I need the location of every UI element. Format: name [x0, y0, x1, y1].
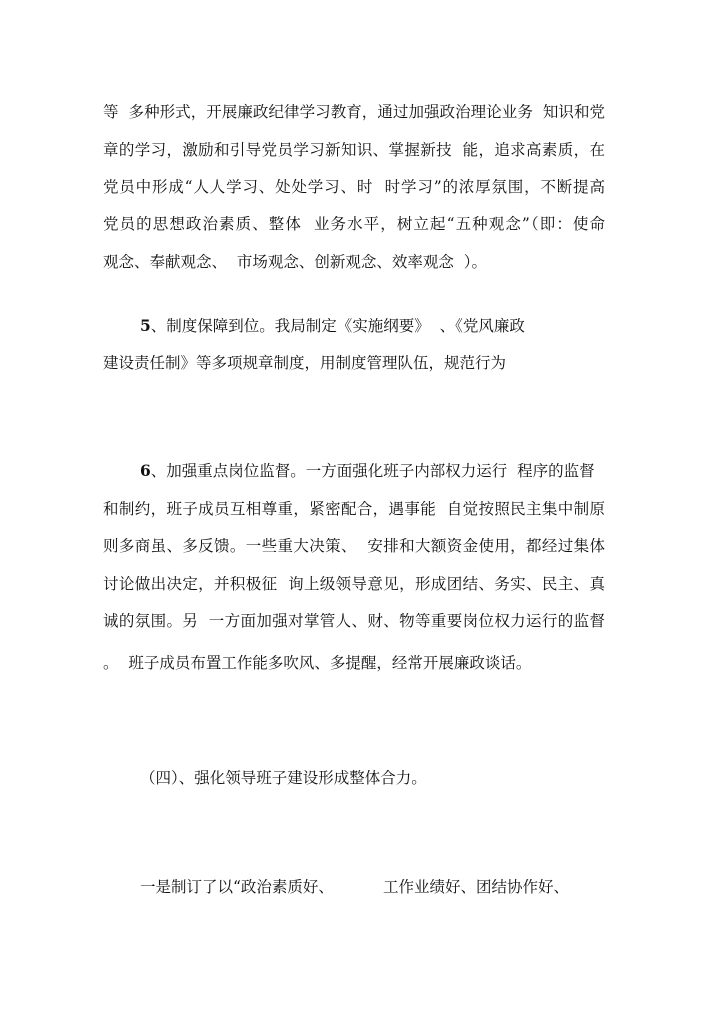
- text-span: 、加强重点岗位监督。一方面强化班子内部权力运行 程序的监督: [150, 462, 595, 480]
- text-line: 则多商虽、多反馈。一些重大决策、 安排和大额资金使用，都经过集体: [103, 537, 605, 555]
- text-line: 党员的思想政治素质、整体 业务水平，树立起“五种观念”（即：使命: [103, 215, 605, 233]
- item-number: 5: [140, 316, 151, 335]
- text-span: 一是制订了以“政治素质好、: [140, 878, 334, 896]
- text-line: [140, 316, 525, 336]
- text-line: 诚的氛围。另 一方面加强对掌管人、财、物等重要岗位权力运行的监督: [103, 612, 605, 630]
- section-heading: （四）、强化领导班子建设形成整体合力。: [140, 769, 427, 787]
- text-line: 。 班子成员布置工作能多吹风、多提醒，经常开展廉政谈话。: [103, 654, 532, 672]
- text-line: 讨论做出决定，并积极征 询上级领导意见，形成团结、务实、民主、真: [103, 575, 605, 593]
- text-line: 章的学习，激励和引导党员学习新知识、掌握新技 能，追求高素质，在: [103, 141, 605, 159]
- text-line: [140, 461, 595, 481]
- text-line: 观念、奉献观念、 市场观念、创新观念、效率观念 ）。: [103, 253, 487, 271]
- text-line: 和制约，班子成员互相尊重，紧密配合，遇事能 自觉按照民主集中制原: [103, 500, 605, 518]
- text-span: 工作业绩好、团结协作好、: [383, 878, 570, 896]
- text-line: 建设责任制》等多项规章制度，用制度管理队伍，规范行为: [103, 354, 507, 372]
- item-number: 6: [140, 461, 151, 480]
- text-span: 、制度保障到位。我局制定《实施纲要》 、《党风廉政: [150, 317, 525, 335]
- text-line: 党员中形成“人人学习、处处学习、时 时学习”的浓厚氛围，不断提高: [103, 178, 605, 196]
- text-line: 等 多种形式，开展廉政纪律学习教育，通过加强政治理论业务 知识和党: [103, 103, 605, 121]
